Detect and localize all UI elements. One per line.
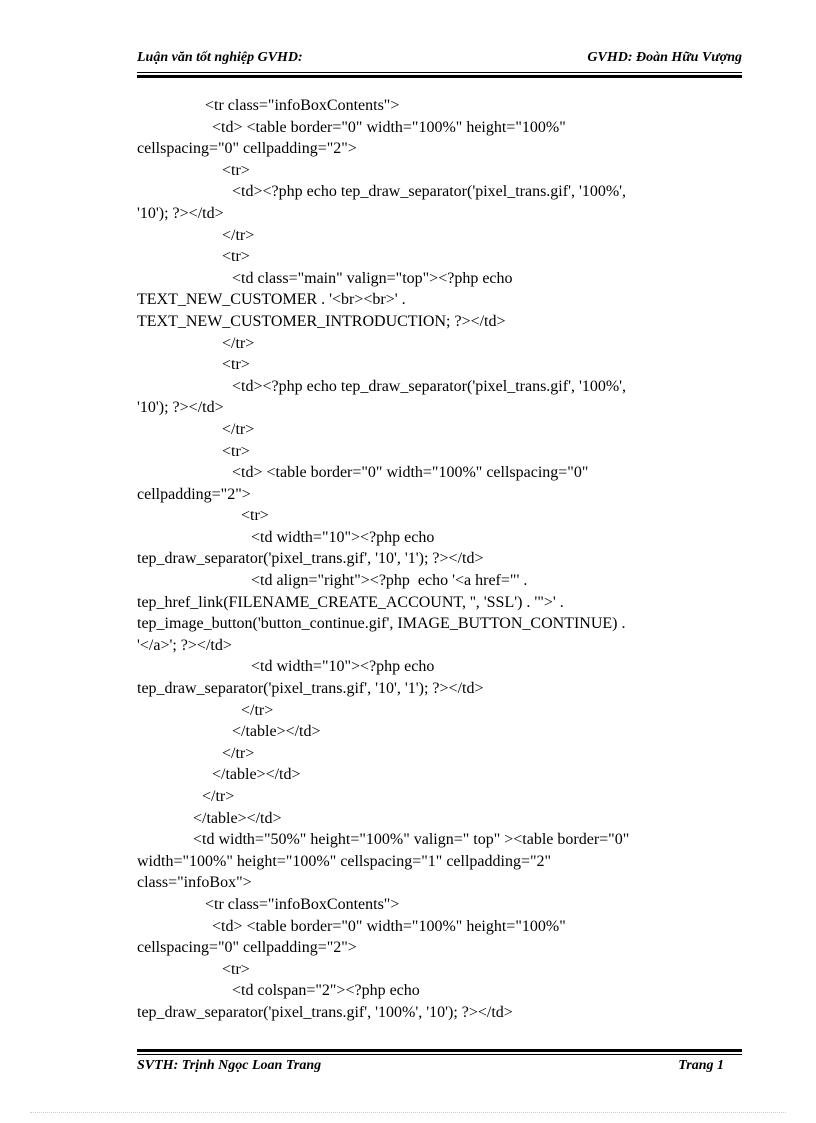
code-line: <td> <table border="0" width="100%" height="100%" [212,118,566,136]
code-line: width="100%" height="100%" cellspacing="1" cellpadding="2" [137,852,552,870]
footer-rule-thick [137,1049,742,1052]
code-line: <tr class="infoBoxContents"> [205,97,400,114]
code-line: <tr> [222,248,250,266]
footer-rule-thin [137,1054,742,1055]
code-line: '10'); ?></td> [137,204,224,222]
code-line: tep_draw_separator('pixel_trans.gif', '10', '1'); ?></td> [137,550,484,568]
footer-author: SVTH: Trịnh Ngọc Loan Trang [137,1058,322,1073]
code-line: tep_draw_separator('pixel_trans.gif', '100%', '10'); ?></td> [137,1003,513,1021]
page-header [137,50,742,70]
code-line: tep_href_link(FILENAME_CREATE_ACCOUNT, '', 'SSL') . '">' . [137,593,564,611]
code-line: <tr> [222,442,250,460]
code-line: <tr> [222,161,250,179]
code-line: <td align="right"><?php echo '<a href="' . [251,572,528,590]
code-line: </tr> [222,744,255,762]
page-number: Trang 1 [678,1058,724,1073]
code-line: </tr> [202,788,235,805]
code-line: <td width="50%" height="100%" valign=" top" ><table border="0" [193,831,630,849]
code-line: <td> <table border="0" width="100%" cellspacing="0" [232,464,589,482]
header-advisor: GVHD: Đoàn Hữu Vượng [587,50,742,65]
code-line: cellpadding="2"> [137,485,251,503]
code-line: <tr> [241,507,269,525]
code-line: <td colspan="2"><?php echo [232,982,420,1000]
code-line: <td width="10"><?php echo [251,528,435,546]
code-line: tep_draw_separator('pixel_trans.gif', '10', '1'); ?></td> [137,680,484,698]
code-listing [137,95,742,1024]
code-line: TEXT_NEW_CUSTOMER_INTRODUCTION; ?></td> [137,312,506,330]
page-footer [137,1058,742,1078]
code-line: <td><?php echo tep_draw_separator('pixel_trans.gif', '100%', [232,377,627,395]
code-line: </tr> [222,420,255,438]
code-line: <tr class="infoBoxContents"> [205,895,400,913]
code-line: <td><?php echo tep_draw_separator('pixel_trans.gif', '100%', [232,183,627,201]
header-rule-thin [137,72,742,73]
code-line: cellspacing="0" cellpadding="2"> [137,939,357,957]
header-thesis-title: Luận văn tốt nghiệp GVHD: [137,50,303,65]
code-line: </tr> [241,701,274,719]
code-line: </table></td> [232,723,321,741]
code-line: class="infoBox"> [137,874,252,892]
code-line: </table></td> [212,766,301,784]
code-line: <td> <table border="0" width="100%" height="100%" [212,917,566,935]
code-line: <tr> [222,960,250,978]
code-line: <td width="10"><?php echo [251,658,435,676]
code-line: tep_image_button('button_continue.gif', IMAGE_BUTTON_CONTINUE) . [137,615,626,633]
code-line: cellspacing="0" cellpadding="2"> [137,140,357,158]
code-line: </table></td> [193,809,282,827]
page-bottom-edge [30,1112,786,1113]
code-line: </tr> [222,226,255,244]
code-line: '</a>'; ?></td> [137,636,232,654]
code-line: <tr> [222,356,250,374]
header-rule-thick [137,75,742,78]
code-line: TEXT_NEW_CUSTOMER . '<br><br>' . [137,291,406,309]
code-line: </tr> [222,334,255,352]
code-line: <td class="main" valign="top"><?php echo [232,269,513,287]
code-line: '10'); ?></td> [137,399,224,417]
